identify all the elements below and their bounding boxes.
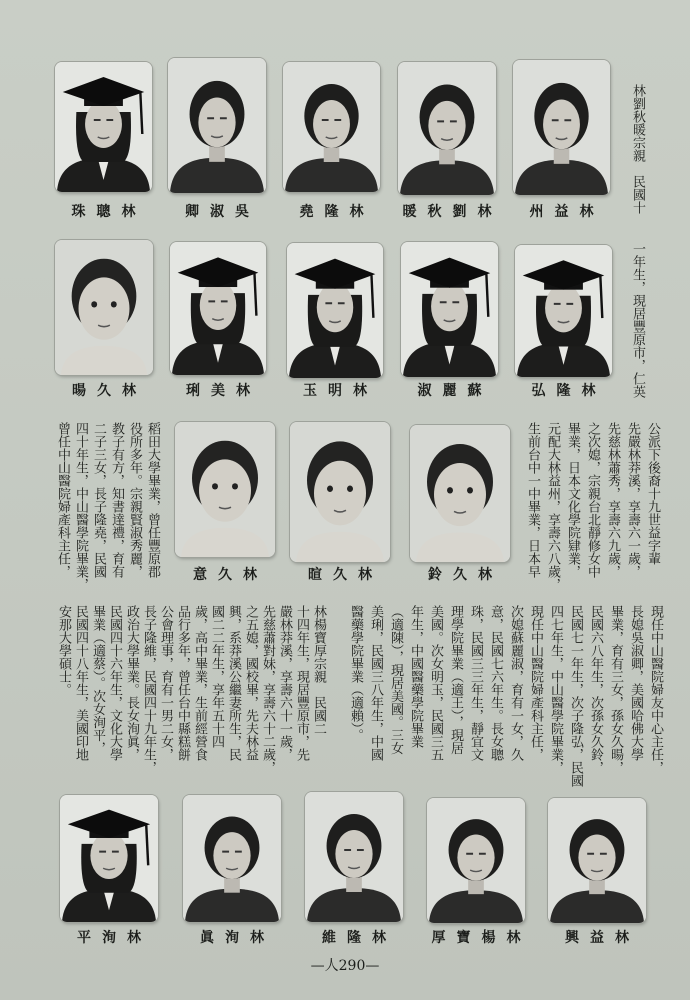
portrait-silhouette — [287, 243, 383, 378]
portrait-silhouette — [305, 792, 403, 922]
portrait-photo — [410, 425, 510, 562]
biography-column: 先慈蕭對妹，享壽六十二歲， — [260, 605, 275, 774]
portrait-silhouette — [548, 798, 646, 923]
biography-column: （適陳），現居美國。三女 — [388, 605, 403, 755]
biography-column: 曾任中山醫院婦產科主任， — [55, 422, 70, 578]
biography-column: 美琍，民國三八年生，中國 — [368, 605, 383, 761]
page-number: —人290— — [310, 958, 380, 974]
biography-column: 四七年生，中山醫學院畢業， — [548, 605, 563, 774]
biography-column: 之五媳，國校畢，先夫林益 — [243, 605, 258, 761]
biography-column: 安那大學碩士。 — [56, 605, 71, 696]
portrait-photo — [290, 422, 390, 562]
portrait-photo — [168, 58, 266, 193]
photo-caption: 琍美林 — [186, 383, 261, 399]
portrait-photo — [515, 245, 612, 377]
biography-column: 元配大林益州，享壽六八歲， — [545, 422, 560, 591]
biography-column: 民國四十八年生，美國印地 — [73, 605, 88, 761]
portrait-silhouette — [168, 58, 266, 193]
biography-column: 役所多年。宗親賢淑秀麗， — [127, 422, 142, 578]
photo-caption: 平洵林 — [77, 930, 152, 946]
biography-column: 先嚴林莽溪，享壽六一歲， — [625, 422, 640, 578]
portrait-photo — [55, 240, 153, 375]
biography-column: 十四年生，現居豐原市，先 — [294, 605, 309, 761]
photo-caption: 珠聰林 — [71, 204, 147, 220]
portrait-photo — [401, 242, 498, 377]
photo-caption: 維隆林 — [322, 930, 397, 946]
portrait-photo — [175, 422, 275, 557]
photo-caption: 興益林 — [565, 930, 640, 946]
photo-caption: 弘隆林 — [531, 383, 607, 399]
photo-caption: 卿淑吳 — [185, 204, 260, 220]
biography-column: 教子有方，知書達禮，育有 — [109, 422, 124, 578]
portrait-photo — [283, 62, 380, 192]
biography-column: 生前台中一中畢業，日本早 — [525, 422, 540, 578]
portrait-silhouette — [515, 245, 612, 377]
biography-column: 嚴林莽溪，享壽六十一歲， — [277, 605, 292, 761]
photo-caption: 堯隆林 — [299, 204, 375, 220]
photo-caption: 暄久林 — [308, 567, 383, 583]
biography-column: 意，民國七六年生。長女聰 — [488, 605, 503, 761]
photo-caption: 玉明林 — [303, 383, 378, 399]
portrait-silhouette — [170, 242, 266, 375]
portrait-photo — [170, 242, 266, 375]
portrait-silhouette — [398, 62, 496, 195]
portrait-silhouette — [283, 62, 380, 192]
biography-column: 民國六八年生，次孫女久鈴， — [588, 605, 603, 774]
portrait-silhouette — [55, 62, 152, 192]
biography-column: 民國四十六年生，文化大學 — [107, 605, 122, 761]
biography-column: 國二二年生，享年五十四 — [209, 605, 224, 748]
portrait-photo — [398, 62, 496, 195]
biography-column: 一年生，現居豐原市，仁英 — [630, 242, 645, 398]
portrait-photo — [548, 798, 646, 923]
biography-column: 興，系莽溪公繼妻所生，民 — [226, 605, 241, 761]
photo-caption: 州益林 — [529, 204, 605, 220]
biography-column: 次媳蘇麗淑，育有一女，久 — [508, 605, 523, 761]
portrait-photo — [55, 62, 152, 192]
biography-column: 長媳吳淑卿，美國哈佛大學 — [628, 605, 643, 761]
portrait-silhouette — [175, 422, 275, 557]
biography-column: 稻田大學畢業，曾任豐原郡 — [145, 422, 160, 578]
portrait-silhouette — [60, 795, 158, 922]
portrait-photo — [183, 795, 281, 922]
portrait-silhouette — [55, 240, 153, 375]
biography-column: 公會理事，育有一男二女， — [158, 605, 173, 761]
biography-column: 長子隆維，民國四十九年生， — [141, 605, 156, 774]
photo-caption: 意久林 — [193, 567, 268, 583]
photo-caption: 暖秋劉林 — [402, 204, 503, 220]
portrait-photo — [287, 243, 383, 378]
biography-column: 林劉秋暖宗親 民國十 — [630, 84, 645, 214]
portrait-photo — [60, 795, 158, 922]
biography-column: 之次媳，宗親台北靜修女中 — [585, 422, 600, 578]
biography-column: 畢業（適蔡）。次女洵平， — [90, 605, 105, 755]
biography-column: 品行多年，曾任台中縣糕餅 — [175, 605, 190, 761]
photo-caption: 鈴久林 — [428, 567, 503, 583]
portrait-photo — [305, 792, 403, 922]
portrait-silhouette — [427, 798, 525, 923]
photo-caption: 眞洵林 — [200, 930, 275, 946]
portrait-photo — [513, 60, 610, 195]
photo-caption: 厚寶楊林 — [431, 930, 532, 946]
biography-column: 先慈林蕭秀，享壽六九歲， — [605, 422, 620, 578]
biography-column: 理學院畢業（適王），現居 — [448, 605, 463, 755]
portrait-silhouette — [290, 422, 390, 562]
biography-column: 四十年生，中山醫學院畢業， — [73, 422, 88, 591]
biography-column: 二子三女，長子隆堯，民國 — [91, 422, 106, 578]
biography-column: 公派下後裔十九世益字輩 — [645, 422, 660, 565]
portrait-photo — [427, 798, 525, 923]
portrait-silhouette — [410, 425, 510, 562]
photo-caption: 淑麗蘇 — [417, 383, 493, 399]
biography-column: 美國。次女明玉，民國三五 — [428, 605, 443, 761]
biography-column: 畢業，日本文化學院肄業， — [565, 422, 580, 578]
portrait-silhouette — [183, 795, 281, 922]
biography-column: 政治大學畢業。長女洵眞， — [124, 605, 139, 761]
biography-column: 醫藥學院畢業（適賴）。 — [348, 605, 363, 742]
portrait-silhouette — [401, 242, 498, 377]
biography-column: 民國七一年生，次子隆弘，民國 — [568, 605, 583, 787]
photo-caption: 暘久林 — [72, 383, 147, 399]
biography-column: 珠，民國三三年生，靜宜文 — [468, 605, 483, 761]
portrait-silhouette — [513, 60, 610, 195]
biography-column: 歲，高中畢業，生前經營食 — [192, 605, 207, 761]
biography-column: 現任中山醫院婦友中心主任， — [648, 605, 663, 774]
biography-column: 現任中山醫院婦產科主任， — [528, 605, 543, 761]
biography-column: 林楊寶厚宗親 民國二 — [311, 605, 326, 735]
biography-column: 畢業，育有三女，孫女久暘， — [608, 605, 623, 774]
biography-column: 年生，中國醫藥學院畢業 — [408, 605, 423, 748]
